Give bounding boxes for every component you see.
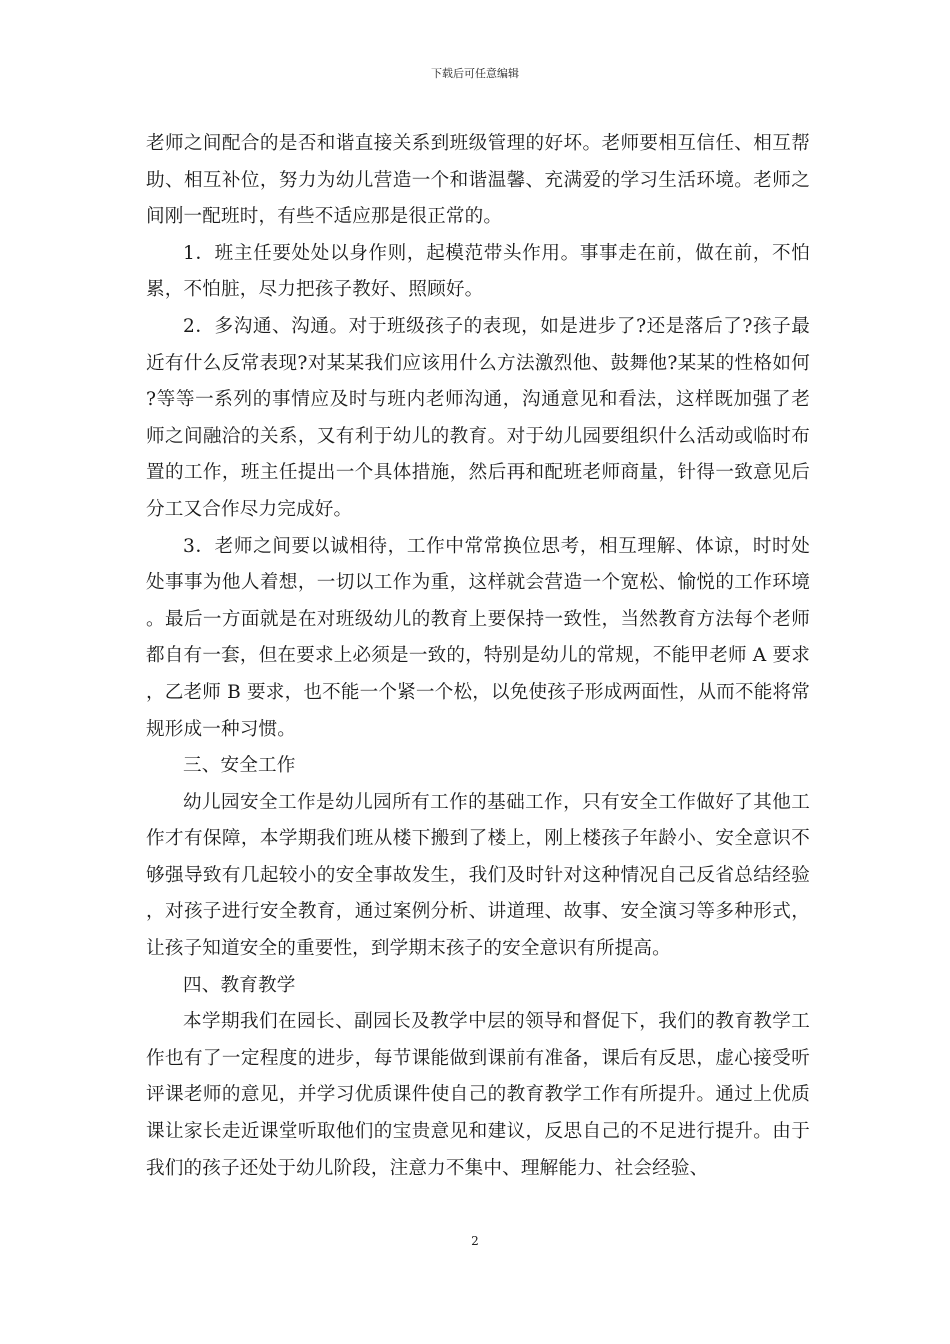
paragraph-item-2: 2．多沟通、沟通。对于班级孩子的表现，如是进步了?还是落后了?孩子最近有什么反常表现?对某某我们应该用什么方法激烈他、鼓舞他?某某的性格如何?等等一系列的事情应及时与班内老师沟通，沟通意见和看法，这样既加强了老师之间融洽的关系，又有利于幼儿的教育。对于幼儿园要组织什么活动或临时布置的工作，班主任提出一个具体措施，然后再和配班老师商量，针得一致意见后分工又合作尽力完成好。 (146, 315, 810, 520)
paragraph-item-3: 3．老师之间要以诚相待，工作中常常换位思考，相互理解、体谅，时时处处事事为他人着想，一切以工作为重，这样就会营造一个宽松、愉悦的工作环境。最后一方面就是在对班级幼儿的教育上要保持一致性，当然教育方法每个老师都自有一套，但在要求上必须是一致的，特别是幼儿的常规，不能甲老师 A 要求，乙老师 B 要求，也不能一个紧一个松，以免使孩子形成两面性，从而不能将常规形成一种习惯。 (146, 535, 810, 740)
paragraph-safety: 幼儿园安全工作是幼儿园所有工作的基础工作，只有安全工作做好了其他工作才有保障，本学期我们班从楼下搬到了楼上，刚上楼孩子年龄小、安全意识不够强导致有几起较小的安全事故发生，我们及时针对这种情况自己反省总结经验，对孩子进行安全教育，通过案例分析、讲道理、故事、安全演习等多种形式，让孩子知道安全的重要性，到学期末孩子的安全意识有所提高。 (146, 791, 810, 960)
paragraph-teaching: 本学期我们在园长、副园长及教学中层的领导和督促下，我们的教育教学工作也有了一定程度的进步，每节课能做到课前有准备，课后有反思，虚心接受听评课老师的意见，并学习优质课件使自己的教育教学工作有所提升。通过上优质课让家长走近课堂听取他们的宝贵意见和建议，反思自己的不足进行提升。由于我们的孩子还处于幼儿阶段，注意力不集中、理解能力、社会经验、 (146, 1011, 810, 1179)
page-header-note: 下载后可任意编辑 (431, 67, 519, 80)
page-number: 2 (471, 1234, 479, 1248)
paragraph-teacher-cooperation: 老师之间配合的是否和谐直接关系到班级管理的好坏。老师要相互信任、相互帮助、相互补位，努力为幼儿营造一个和谐温馨、充满爱的学习生活环境。老师之间刚一配班时，有些不适应那是很正常的。 (146, 133, 810, 228)
section-heading-teaching: 四、教育教学 (183, 974, 296, 996)
paragraph-item-1: 1．班主任要处处以身作则，起模范带头作用。事事走在前，做在前，不怕累，不怕脏，尽力把孩子教好、照顾好。 (146, 242, 810, 301)
section-heading-safety: 三、安全工作 (183, 755, 296, 777)
document-body (146, 126, 810, 1187)
